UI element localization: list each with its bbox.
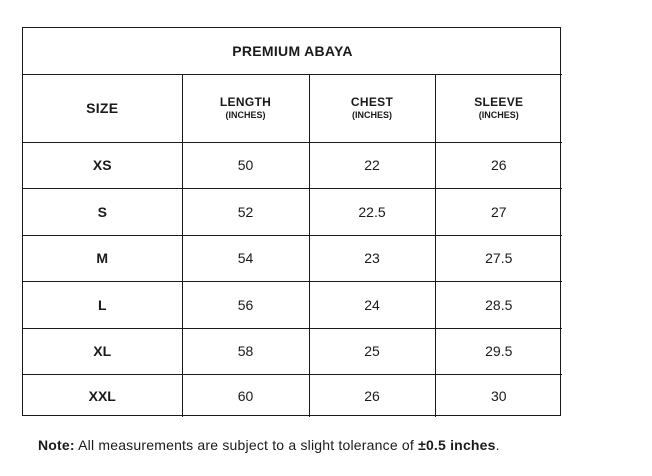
size-cell: L <box>23 282 182 329</box>
sleeve-cell: 29.5 <box>435 328 562 375</box>
chart-title-cell <box>23 28 562 74</box>
sleeve-header-cell <box>435 74 562 142</box>
size-chart-table <box>23 28 562 417</box>
chest-cell: 25 <box>309 328 435 375</box>
note-label: Note: <box>38 437 75 453</box>
note-text: All measurements are subject to a slight tolerance of <box>74 437 419 453</box>
chest-header-cell <box>309 74 435 142</box>
note-tolerance: ±0.5 inches <box>418 437 496 453</box>
sleeve-cell: 30 <box>435 375 562 417</box>
note-end: . <box>495 437 500 453</box>
size-cell: XL <box>23 328 182 375</box>
table-row <box>23 375 562 417</box>
table-row <box>23 142 562 189</box>
size-cell: XS <box>23 142 182 189</box>
length-header-cell <box>182 74 309 142</box>
size-header-cell <box>23 74 182 142</box>
table-row <box>23 328 562 375</box>
sleeve-cell: 28.5 <box>435 282 562 329</box>
sleeve-header: SLEEVE <box>474 95 524 109</box>
length-cell: 54 <box>182 235 309 282</box>
chart-title: PREMIUM ABAYA <box>232 42 353 59</box>
chest-cell: 22.5 <box>309 189 435 236</box>
chest-cell: 24 <box>309 282 435 329</box>
length-unit: (INCHES) <box>225 110 266 120</box>
chest-cell: 23 <box>309 235 435 282</box>
length-cell: 58 <box>182 328 309 375</box>
sleeve-cell: 27 <box>435 189 562 236</box>
length-cell: 50 <box>182 142 309 189</box>
sleeve-unit: (INCHES) <box>478 110 519 120</box>
size-cell: XXL <box>23 375 182 417</box>
chest-unit: (INCHES) <box>352 110 392 120</box>
chest-header: CHEST <box>350 95 394 109</box>
chest-cell: 22 <box>309 142 435 189</box>
length-header: LENGTH <box>219 95 272 109</box>
chest-cell: 26 <box>309 375 435 417</box>
size-chart <box>22 27 561 416</box>
title-row <box>23 28 562 74</box>
length-cell: 52 <box>182 189 309 236</box>
size-header: SIZE <box>86 100 119 116</box>
size-cell: M <box>23 235 182 282</box>
sleeve-cell: 27.5 <box>435 235 562 282</box>
table-row <box>23 282 562 329</box>
length-cell: 56 <box>182 282 309 329</box>
table-row <box>23 235 562 282</box>
header-row <box>23 74 562 142</box>
sleeve-cell: 26 <box>435 142 562 189</box>
size-cell: S <box>23 189 182 236</box>
length-cell: 60 <box>182 375 309 417</box>
table-row <box>23 189 562 236</box>
tolerance-note <box>38 437 500 453</box>
